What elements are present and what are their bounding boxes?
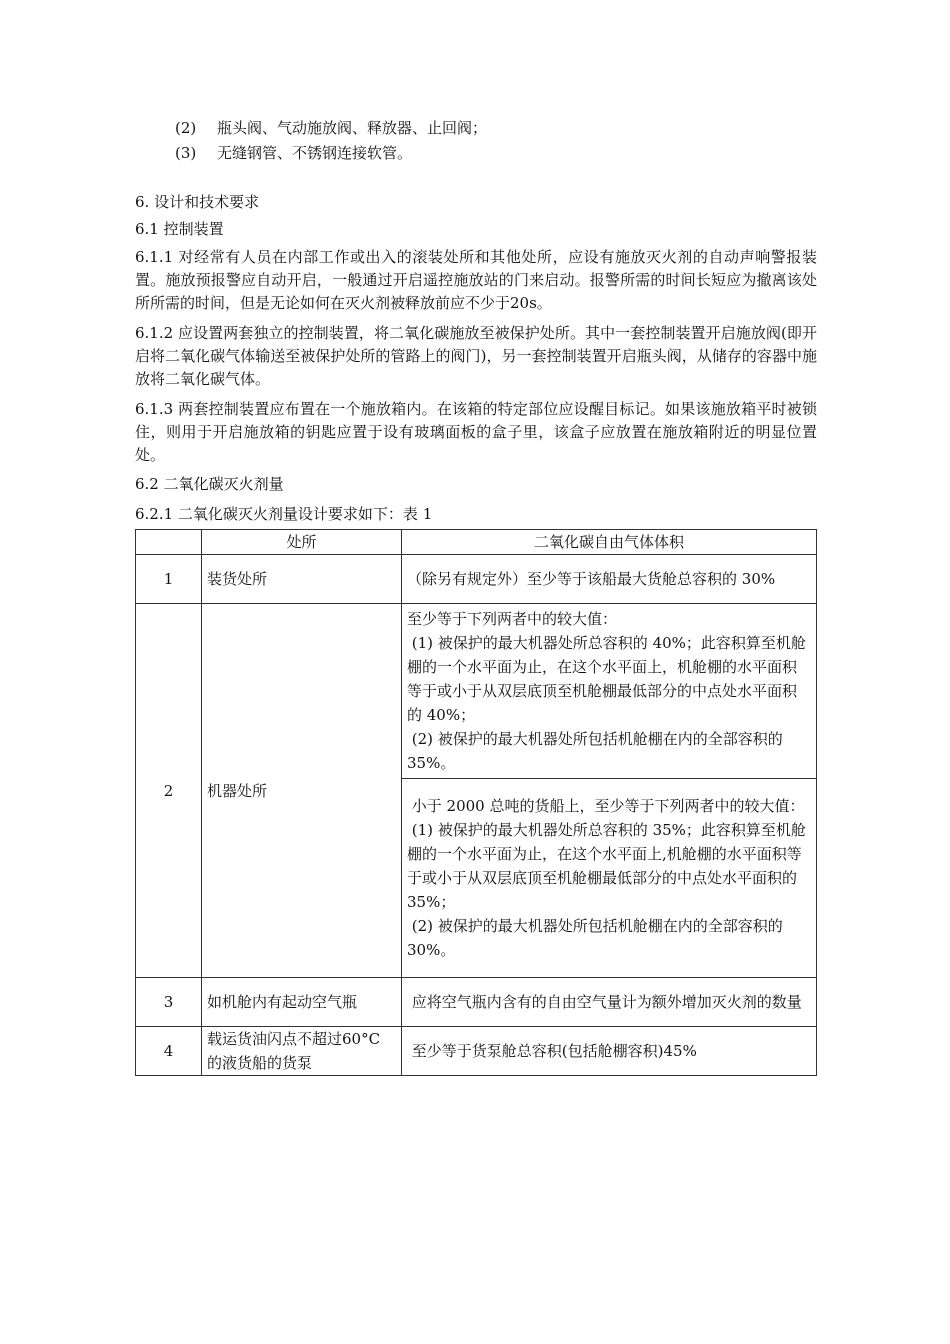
- section-6-2-heading: 6.2 二氧化碳灭火剂量: [135, 475, 284, 493]
- table-header-row: [136, 530, 817, 555]
- volume-cell: 应将空气瓶内含有的自由空气量计为额外增加灭火剂的数量: [402, 978, 817, 1027]
- volume-cell: 至少等于下列两者中的较大值： (1) 被保护的最大机器处所总容积的 40%；此容积算至机舱棚的一个水平面为止，在这个水平面上，机舱棚的水平面积等于或小于从双层底顶至机舱棚最低部分的中点处水平面积的 40%； (2) 被保护的最大机器处所包括机舱棚在内的全部容积的 35%。: [402, 604, 817, 779]
- table-row: [136, 1027, 817, 1076]
- volume-cell: 小于 2000 总吨的货船上，至少等于下列两者中的较大值： (1) 被保护的最大机器处所总容积的 35%；此容积算至机舱棚的一个水平面为止，在这个水平面上,机舱棚的水平面积等于或小于从双层底顶至机舱棚最低部分的中点处水平面积的 35%； (2) 被保护的最大机器处所包括机舱棚在内的全部容积的 30%。: [402, 779, 817, 978]
- list-number: (3): [175, 144, 197, 162]
- volume-cell: 至少等于货泵舱总容积(包括舱棚容积)45%: [402, 1027, 817, 1076]
- header-cell: 处所: [202, 530, 402, 555]
- place-cell: 载运货油闪点不超过60°C 的液货船的货泵: [202, 1027, 402, 1076]
- paragraph-6-1-2: 6.1.2 应设置两套独立的控制装置，将二氧化碳施放至被保护处所。其中一套控制装置开启施放阀(即开启将二氧化碳气体输送至被保护处所的管路上的阀门)，另一套控制装置开启瓶头阀，从储存的容器中施放将二氧化碳气体。: [135, 324, 817, 388]
- list-number: (2): [175, 119, 197, 137]
- volume-cell: （除另有规定外）至少等于该船最大货舱总容积的 30%: [402, 555, 817, 604]
- list-item: [175, 141, 412, 165]
- place-cell: 装货处所: [202, 555, 402, 604]
- header-cell: 二氧化碳自由气体体积: [402, 530, 817, 555]
- table-row: [136, 555, 817, 604]
- row-number: 1: [136, 555, 202, 604]
- paragraph-6-1-3: 6.1.3 两套控制装置应布置在一个施放箱内。在该箱的特定部位应设醒目标记。如果该施放箱平时被锁住，则用于开启施放箱的钥匙应置于设有玻璃面板的盒子里，该盒子应放置在施放箱附近的明显位置处。: [135, 400, 817, 464]
- place-cell: 机器处所: [202, 604, 402, 978]
- row-number: 4: [136, 1027, 202, 1076]
- section-6-heading: 6. 设计和技术要求: [135, 193, 260, 211]
- row-number: 3: [136, 978, 202, 1027]
- list-text: 瓶头阀、气动施放阀、释放器、止回阀；: [217, 119, 488, 137]
- place-cell: 如机舱内有起动空气瓶: [202, 978, 402, 1027]
- table-caption: 6.2.1 二氧化碳灭火剂量设计要求如下：表 1: [135, 505, 433, 523]
- table-row: [136, 978, 817, 1027]
- list-text: 无缝钢管、不锈钢连接软管。: [217, 144, 413, 162]
- section-6-1-heading: 6.1 控制装置: [135, 220, 224, 238]
- co2-quantity-table: [135, 529, 817, 1076]
- header-cell: [136, 530, 202, 555]
- row-number: 2: [136, 604, 202, 978]
- table-row: [136, 604, 817, 779]
- paragraph-6-1-1: 6.1.1 对经常有人员在内部工作或出入的滚装处所和其他处所，应设有施放灭火剂的自动声响警报装置。施放预报警应自动开启，一般通过开启遥控施放站的门来启动。报警所需的时间长短应为撤离该处所所需的时间，但是无论如何在灭火剂被释放前应不少于20s。: [135, 248, 817, 312]
- list-item: [175, 116, 487, 140]
